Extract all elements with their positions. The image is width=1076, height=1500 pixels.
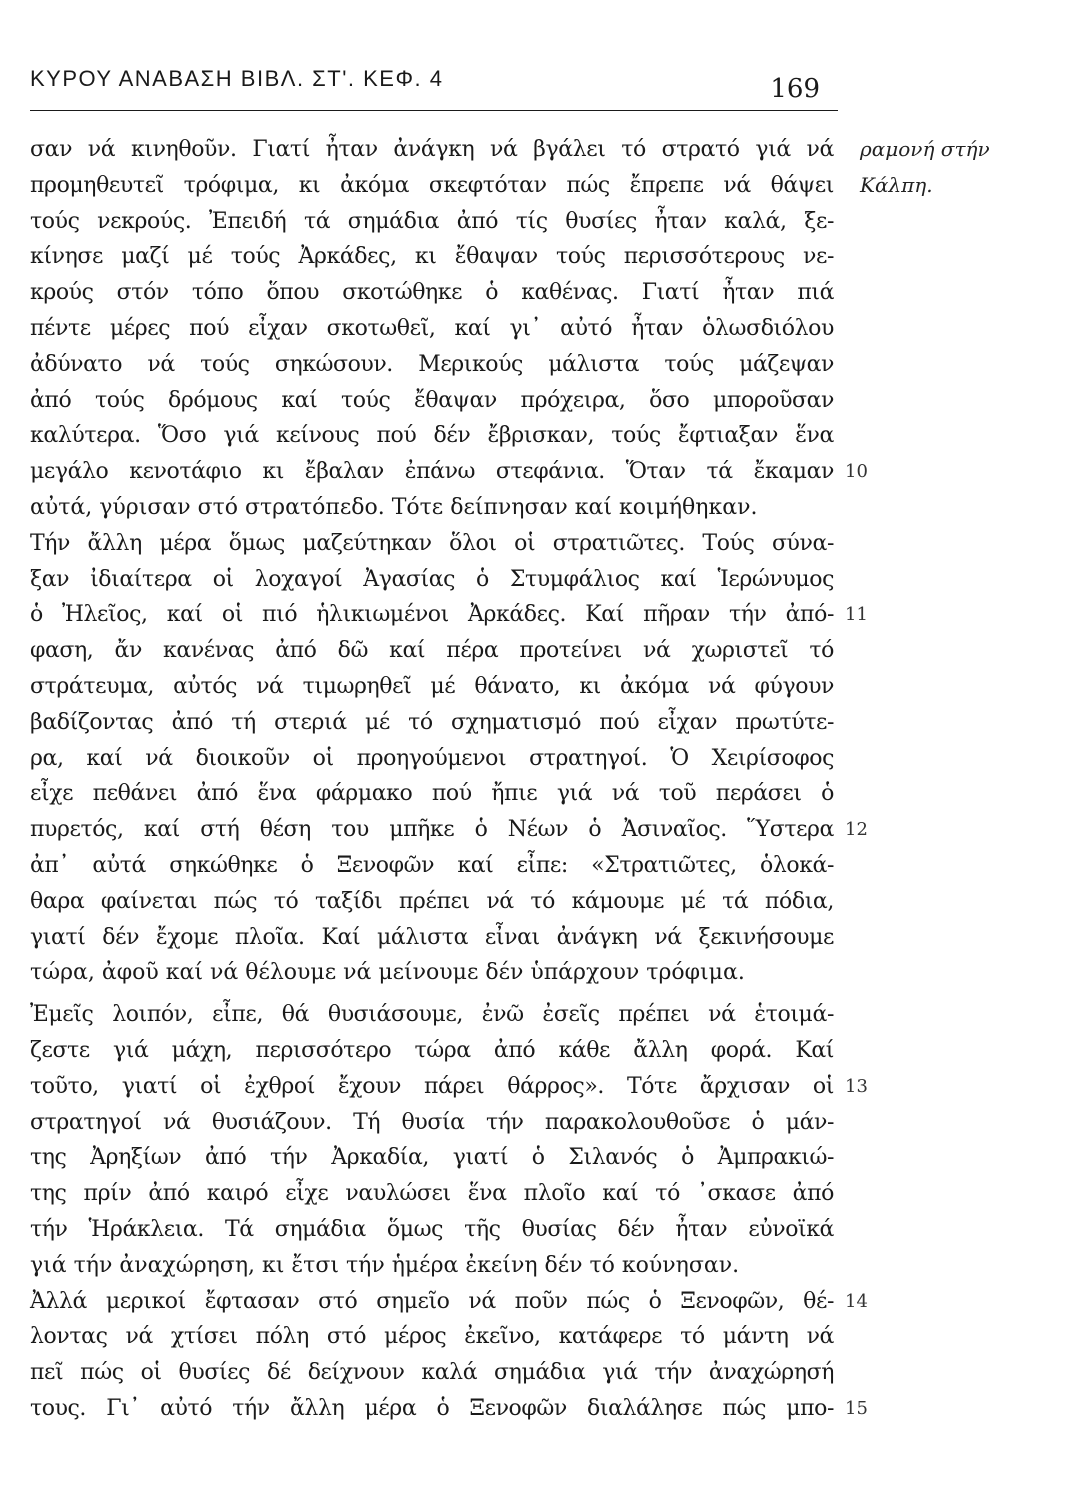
text-line xyxy=(30,204,834,240)
line-text: εἶχε πεθάνει ἀπό ἕνα φάρμακο πού ἤπιε γιά νά τοῦ περάσει ὁ xyxy=(30,781,834,807)
text-line xyxy=(30,454,868,490)
section-number: 11 xyxy=(845,604,868,626)
text-line xyxy=(30,1033,834,1069)
page-number: 169 xyxy=(770,74,820,104)
running-title: ΚΥΡΟΥ ΑΝΑΒΑΣΗ ΒΙΒΛ. ΣΤ'. ΚΕΦ. 4 xyxy=(30,66,444,91)
header-rule xyxy=(30,110,838,111)
text-line xyxy=(30,526,834,562)
margin-note-line: ραμονή στήν xyxy=(860,137,990,161)
line-text: αὐτά, γύρισαν στό στρατόπεδο. Τότε δείπνησαν καί κοιμήθηκαν. xyxy=(30,494,758,520)
line-text: βαδίζοντας ἀπό τή στεριά μέ τό σχηματισμό πού εἶχαν πρωτύτε- xyxy=(30,709,834,735)
line-text: γιατί δέν ἔχομε πλοῖα. Καί μάλιστα εἶναι ἀνάγκη νά ξεκινήσουμε xyxy=(30,924,834,950)
text-line xyxy=(30,597,868,633)
line-text: καλύτερα. Ὅσο γιά κείνους πού δέν ἔβρισκαν, τούς ἔφτιαξαν ἕνα xyxy=(30,423,834,449)
text-line xyxy=(30,884,834,920)
text-line xyxy=(30,1069,868,1105)
line-text: ρα, καί νά διοικοῦν οἱ προηγούμενοι στρατηγοί. Ὁ Χειρίσοφος xyxy=(30,745,834,771)
line-text: Τήν ἄλλη μέρα ὅμως μαζεύτηκαν ὅλοι οἱ στρατιῶτες. Τούς σύνα- xyxy=(30,530,834,556)
line-text: τώρα, ἀφοῦ καί νά θέλουμε νά μείνουμε δέν ὑπάρχουν τρόφιμα. xyxy=(30,960,745,986)
line-text: γιά τήν ἀναχώρηση, κι ἔτσι τήν ἡμέρα ἐκείνη δέν τό κούνησαν. xyxy=(30,1252,740,1278)
line-text: μεγάλο κενοτάφιο κι ἔβαλαν ἐπάνω στεφάνια. Ὅταν τά ἔκαμαν xyxy=(30,459,834,485)
text-line xyxy=(30,669,834,705)
line-text: ἀδύνατο νά τούς σηκώσουν. Μερικούς μάλιστα τούς μάζεψαν xyxy=(30,351,834,377)
line-text: ζεστε γιά μάχη, περισσότερο τώρα ἀπό κάθε ἄλλη φορά. Καί xyxy=(30,1037,834,1063)
text-line xyxy=(30,347,834,383)
text-line xyxy=(30,1284,868,1320)
line-text: της πρίν ἀπό καιρό εἶχε ναυλώσει ἕνα πλοῖο καί τό ᾽σκασε ἀπό xyxy=(30,1181,834,1207)
text-line xyxy=(30,776,834,812)
line-text: λοντας νά χτίσει πόλη στό μέρος ἐκεῖνο, κατάφερε τό μάντη νά xyxy=(30,1324,834,1350)
text-line xyxy=(30,1105,834,1141)
line-text: ἀπό τούς δρόμους καί τούς ἔθαψαν πρόχειρα, ὅσο μποροῦσαν xyxy=(30,387,834,413)
text-line xyxy=(30,741,834,777)
line-text: τοῦτο, γιατί οἱ ἐχθροί ἔχουν πάρει θάρρος». Τότε ἄρχισαν οἱ xyxy=(30,1073,834,1099)
text-line xyxy=(30,168,834,204)
line-text: πέντε μέρες πού εἶχαν σκοτωθεῖ, καί γι᾽ αὐτό ἦταν ὁλωσδιόλου xyxy=(30,315,834,341)
text-line xyxy=(30,705,834,741)
line-text: Ἀλλά μερικοί ἔφτασαν στό σημεῖο νά ποῦν πώς ὁ Ξενοφῶν, θέ- xyxy=(30,1288,834,1314)
margin-note xyxy=(860,132,1060,204)
text-line xyxy=(30,1319,834,1355)
text-line xyxy=(30,1176,834,1212)
line-text: προμηθευτεῖ τρόφιμα, κι ἀκόμα σκεφτόταν πώς ἔπρεπε νά θάψει xyxy=(30,172,834,198)
line-text: Ἐμεῖς λοιπόν, εἶπε, θά θυσιάσουμε, ἐνῶ ἐσεῖς πρέπει νά ἑτοιμά- xyxy=(30,1002,834,1028)
text-line xyxy=(30,275,834,311)
text-line xyxy=(30,1391,868,1427)
text-line xyxy=(30,997,834,1033)
section-number: 12 xyxy=(845,819,868,841)
text-line xyxy=(30,633,834,669)
section-number: 13 xyxy=(845,1075,868,1097)
text-line xyxy=(30,490,834,526)
text-line xyxy=(30,1355,834,1391)
line-text: τούς νεκρούς. Ἐπειδή τά σημάδια ἀπό τίς θυσίες ἦταν καλά, ξε- xyxy=(30,208,834,234)
text-line xyxy=(30,311,834,347)
text-line xyxy=(30,418,834,454)
line-text: ξαν ἰδιαίτερα οἱ λοχαγοί Ἀγασίας ὁ Στυμφάλιος καί Ἱερώνυμος xyxy=(30,566,834,592)
text-line xyxy=(30,1248,834,1284)
section-number: 10 xyxy=(845,461,868,483)
text-line xyxy=(30,562,834,598)
line-text: σαν νά κινηθοῦν. Γιατί ἦταν ἀνάγκη νά βγάλει τό στρατό γιά νά xyxy=(30,137,834,162)
text-line xyxy=(30,1212,834,1248)
text-line xyxy=(30,812,868,848)
section-number: 15 xyxy=(845,1397,868,1419)
section-number: 14 xyxy=(845,1290,868,1312)
line-text: τήν Ἡράκλεια. Τά σημάδια ὅμως τῆς θυσίας δέν ἦταν εὐνοϊκά xyxy=(30,1216,834,1242)
text-line xyxy=(30,955,834,991)
text-line xyxy=(30,132,834,168)
line-text: φαση, ἄν κανένας ἀπό δῶ καί πέρα προτείνει νά χωριστεῖ τό xyxy=(30,638,834,664)
line-text: κίνησε μαζί μέ τούς Ἀρκάδες, κι ἔθαψαν τούς περισσότερους νε- xyxy=(30,244,834,270)
margin-note-line: Κάλπη. xyxy=(860,172,933,197)
line-text: στρατηγοί νά θυσιάζουν. Τή θυσία τήν παρακολουθοῦσε ὁ μάν- xyxy=(30,1109,834,1135)
body-text xyxy=(30,132,868,1427)
line-text: ἀπ᾽ αὐτά σηκώθηκε ὁ Ξενοφῶν καί εἶπε: «Στρατιῶτες, ὁλοκά- xyxy=(30,852,834,878)
line-text: τους. Γι᾽ αὐτό τήν ἄλλη μέρα ὁ Ξενοφῶν διαλάλησε πώς μπο- xyxy=(30,1395,834,1421)
line-text: ὁ Ἠλεῖος, καί οἱ πιό ἡλικιωμένοι Ἀρκάδες. Καί πῆραν τήν ἀπό- xyxy=(30,602,834,628)
line-text: πυρετός, καί στή θέση του μπῆκε ὁ Νέων ὁ Ἀσιναῖος. Ὕστερα xyxy=(30,817,834,843)
line-text: θαρα φαίνεται πώς τό ταξίδι πρέπει νά τό κάμουμε μέ τά πόδια, xyxy=(30,888,834,914)
text-line xyxy=(30,239,834,275)
line-text: κρούς στόν τόπο ὅπου σκοτώθηκε ὁ καθένας. Γιατί ἦταν πιά xyxy=(30,280,834,306)
text-line xyxy=(30,1140,834,1176)
line-text: στράτευμα, αὐτός νά τιμωρηθεῖ μέ θάνατο, κι ἀκόμα νά φύγουν xyxy=(30,673,834,699)
text-line xyxy=(30,383,834,419)
running-head xyxy=(30,62,840,102)
line-text: της Ἀρηξίων ἀπό τήν Ἀρκαδία, γιατί ὁ Σιλανός ὁ Ἀμπρακιώ- xyxy=(30,1145,834,1171)
text-line xyxy=(30,920,834,956)
text-line xyxy=(30,848,834,884)
line-text: πεῖ πώς οἱ θυσίες δέ δείχνουν καλά σημάδια γιά τήν ἀναχώρησή xyxy=(30,1360,834,1386)
